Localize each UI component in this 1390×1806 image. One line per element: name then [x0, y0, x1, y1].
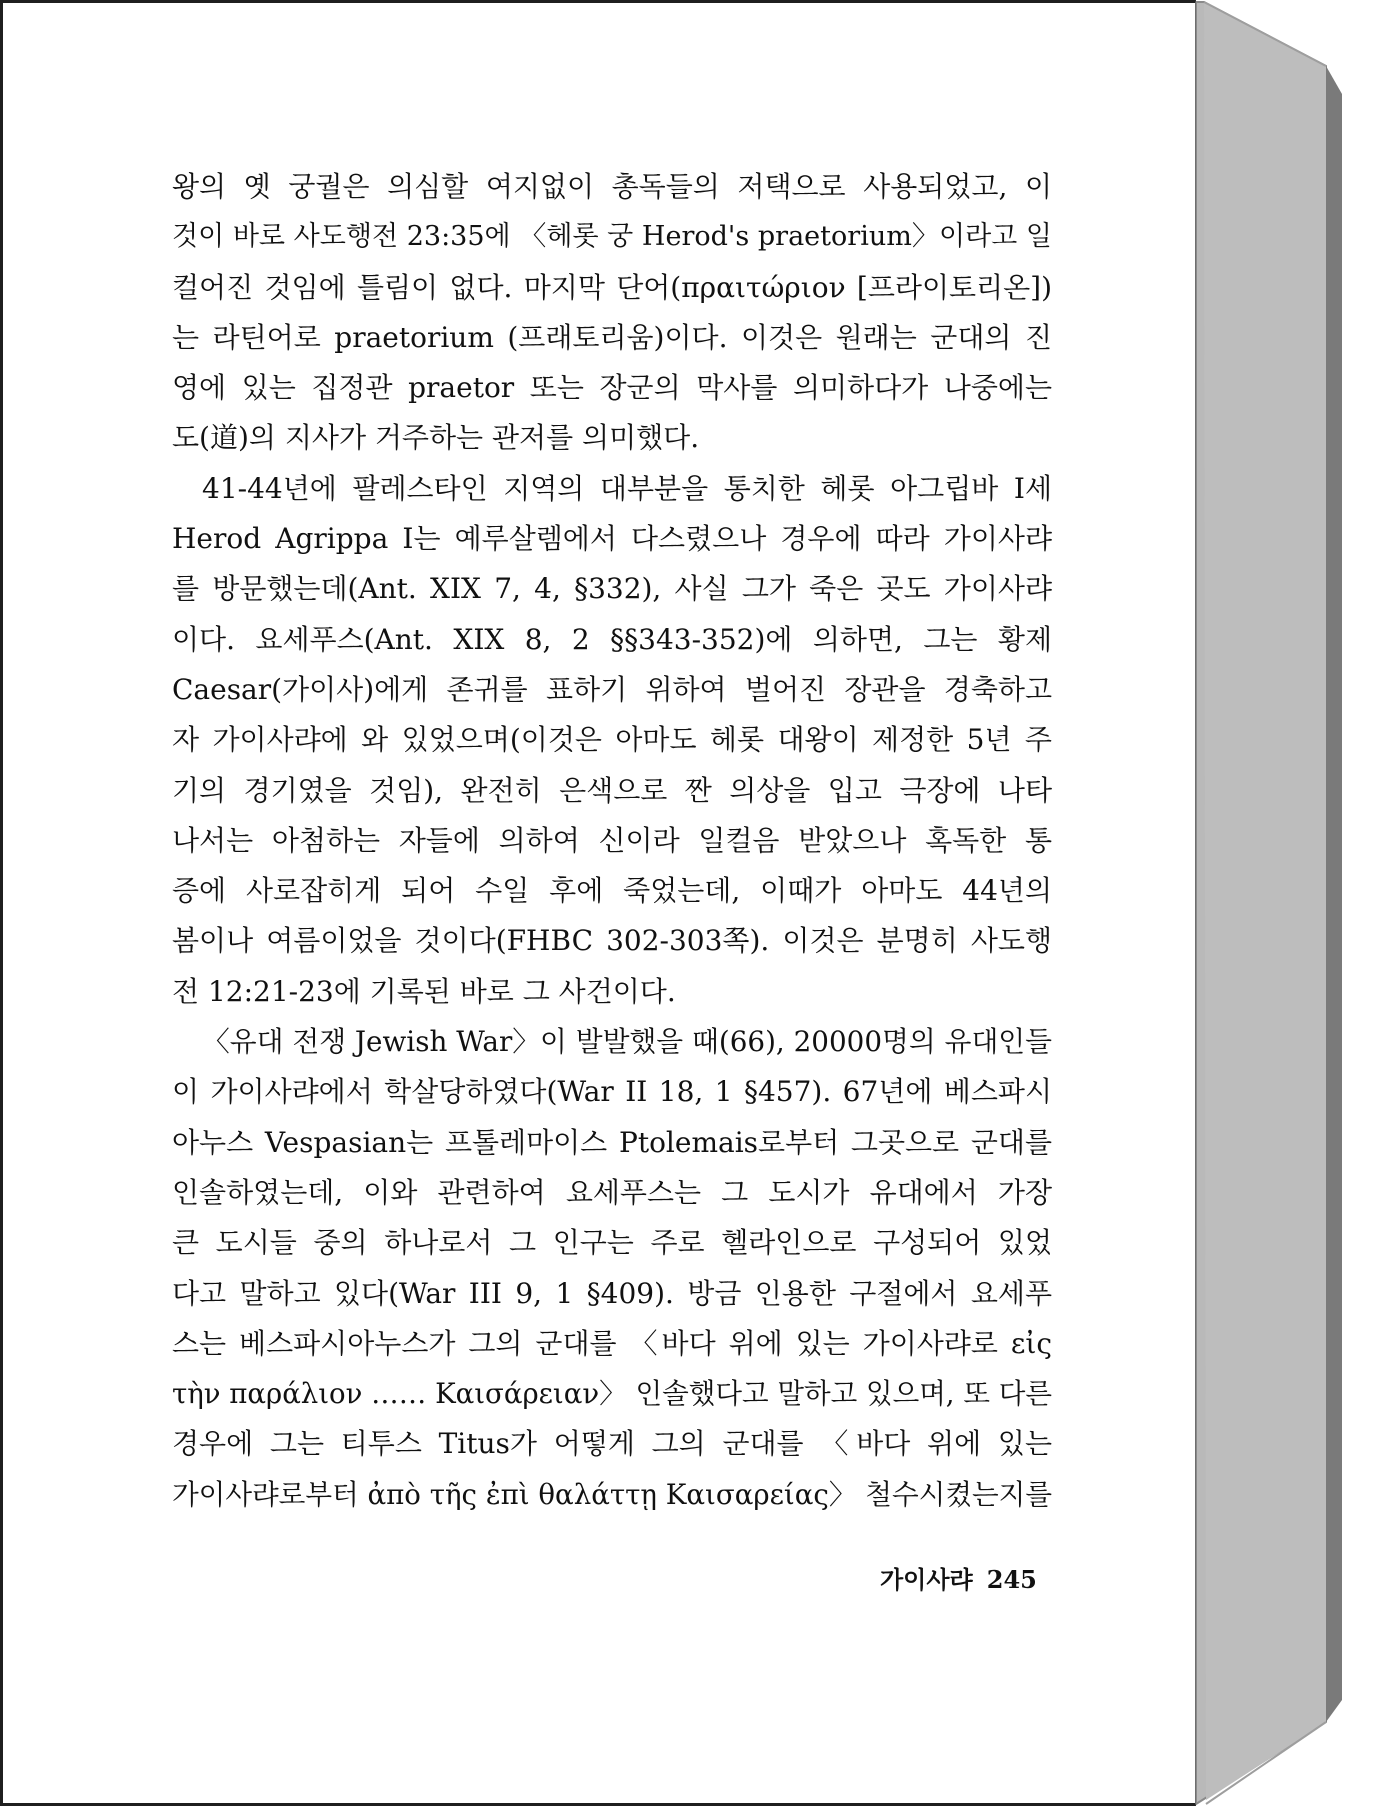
page-number: 245 [986, 1565, 1037, 1594]
page-body-text [172, 162, 1052, 1520]
text-line: 를 방문했는데(Ant. XIX 7, 4, §332), 사실 그가 죽은 곳도 가이사랴 [172, 572, 1052, 606]
text-line: 봄이나 여름이었을 것이다(FHBC 302-303쪽). 이것은 분명히 사도행 [172, 924, 1052, 958]
text-line: 인솔하였는데, 이와 관련하여 요세푸스는 그 도시가 유대에서 가장 [172, 1175, 1052, 1209]
text-line: 컬어진 것임에 틀림이 없다. 마지막 단어(πραιτώριον [프라이토리온]) [172, 270, 1052, 304]
text-line: 증에 사로잡히게 되어 수일 후에 죽었는데, 이때가 아마도 44년의 [172, 874, 1052, 908]
text-line: 영에 있는 집정관 praetor 또는 장군의 막사를 의미하다가 나중에는 [172, 371, 1052, 405]
text-line: 도(道)의 지사가 거주하는 관저를 의미했다. [172, 421, 700, 455]
text-line: 왕의 옛 궁궐은 의심할 여지없이 총독들의 저택으로 사용되었고, 이 [172, 170, 1052, 203]
text-line: 기의 경기였을 것임), 완전히 은색으로 짠 의상을 입고 극장에 나타 [172, 773, 1052, 807]
text-line: 41-44년에 팔레스타인 지역의 대부분을 통치한 헤롯 아그립바 I세 [202, 471, 1052, 505]
page-footer [880, 1560, 1037, 1595]
text-line: 가이사랴로부터 ἀπὸ τῆς ἐπὶ θαλάττῃ Καισαρείας〉 철수시켰는지를 [172, 1477, 1052, 1511]
text-line: 다고 말하고 있다(War III 9, 1 §409). 방금 인용한 구절에서 요세푸 [172, 1276, 1052, 1310]
text-line: 전 12:21-23에 기록된 바로 그 사건이다. [172, 974, 676, 1008]
text-line: 는 라틴어로 praetorium (프래토리움)이다. 이것은 원래는 군대의 진 [172, 320, 1052, 354]
text-line: 경우에 그는 티투스 Titus가 어떻게 그의 군대를 〈바다 위에 있는 [172, 1427, 1052, 1461]
text-line: 것이 바로 사도행전 23:35에 〈헤롯 궁 Herod's praetorium〉이라고 일 [172, 221, 1052, 253]
running-title: 가이사랴 [880, 1566, 973, 1594]
text-line: Caesar(가이사)에게 존귀를 표하기 위하여 벌어진 장관을 경축하고 [172, 672, 1052, 706]
text-line: 이 가이사랴에서 학살당하였다(War II 18, 1 §457). 67년에 베스파시 [172, 1075, 1052, 1109]
text-line: Herod Agrippa I는 예루살렘에서 다스렸으나 경우에 따라 가이사랴 [172, 522, 1052, 556]
text-line: 스는 베스파시아누스가 그의 군대를 〈바다 위에 있는 가이사랴로 εἰς [172, 1326, 1052, 1360]
text-line: 이다. 요세푸스(Ant. XIX 8, 2 §§343-352)에 의하면, 그는 황제 [172, 622, 1052, 656]
text-line: 큰 도시들 중의 하나로서 그 인구는 주로 헬라인으로 구성되어 있었 [172, 1226, 1052, 1260]
text-line: 〈유대 전쟁 Jewish War〉이 발발했을 때(66), 20000명의 유대인들 [202, 1025, 1052, 1059]
text-line: 자 가이사랴에 와 있었으며(이것은 아마도 헤롯 대왕이 제정한 5년 주 [172, 723, 1052, 757]
text-line: τὴν παράλιον …… Καισάρειαν〉 인솔했다고 말하고 있으며, 또 다른 [172, 1378, 1052, 1411]
text-line: 아누스 Vespasian는 프톨레마이스 Ptolemais로부터 그곳으로 군대를 [172, 1125, 1052, 1159]
text-line: 나서는 아첨하는 자들에 의하여 신이라 일컬음 받았으나 혹독한 통 [172, 823, 1052, 857]
